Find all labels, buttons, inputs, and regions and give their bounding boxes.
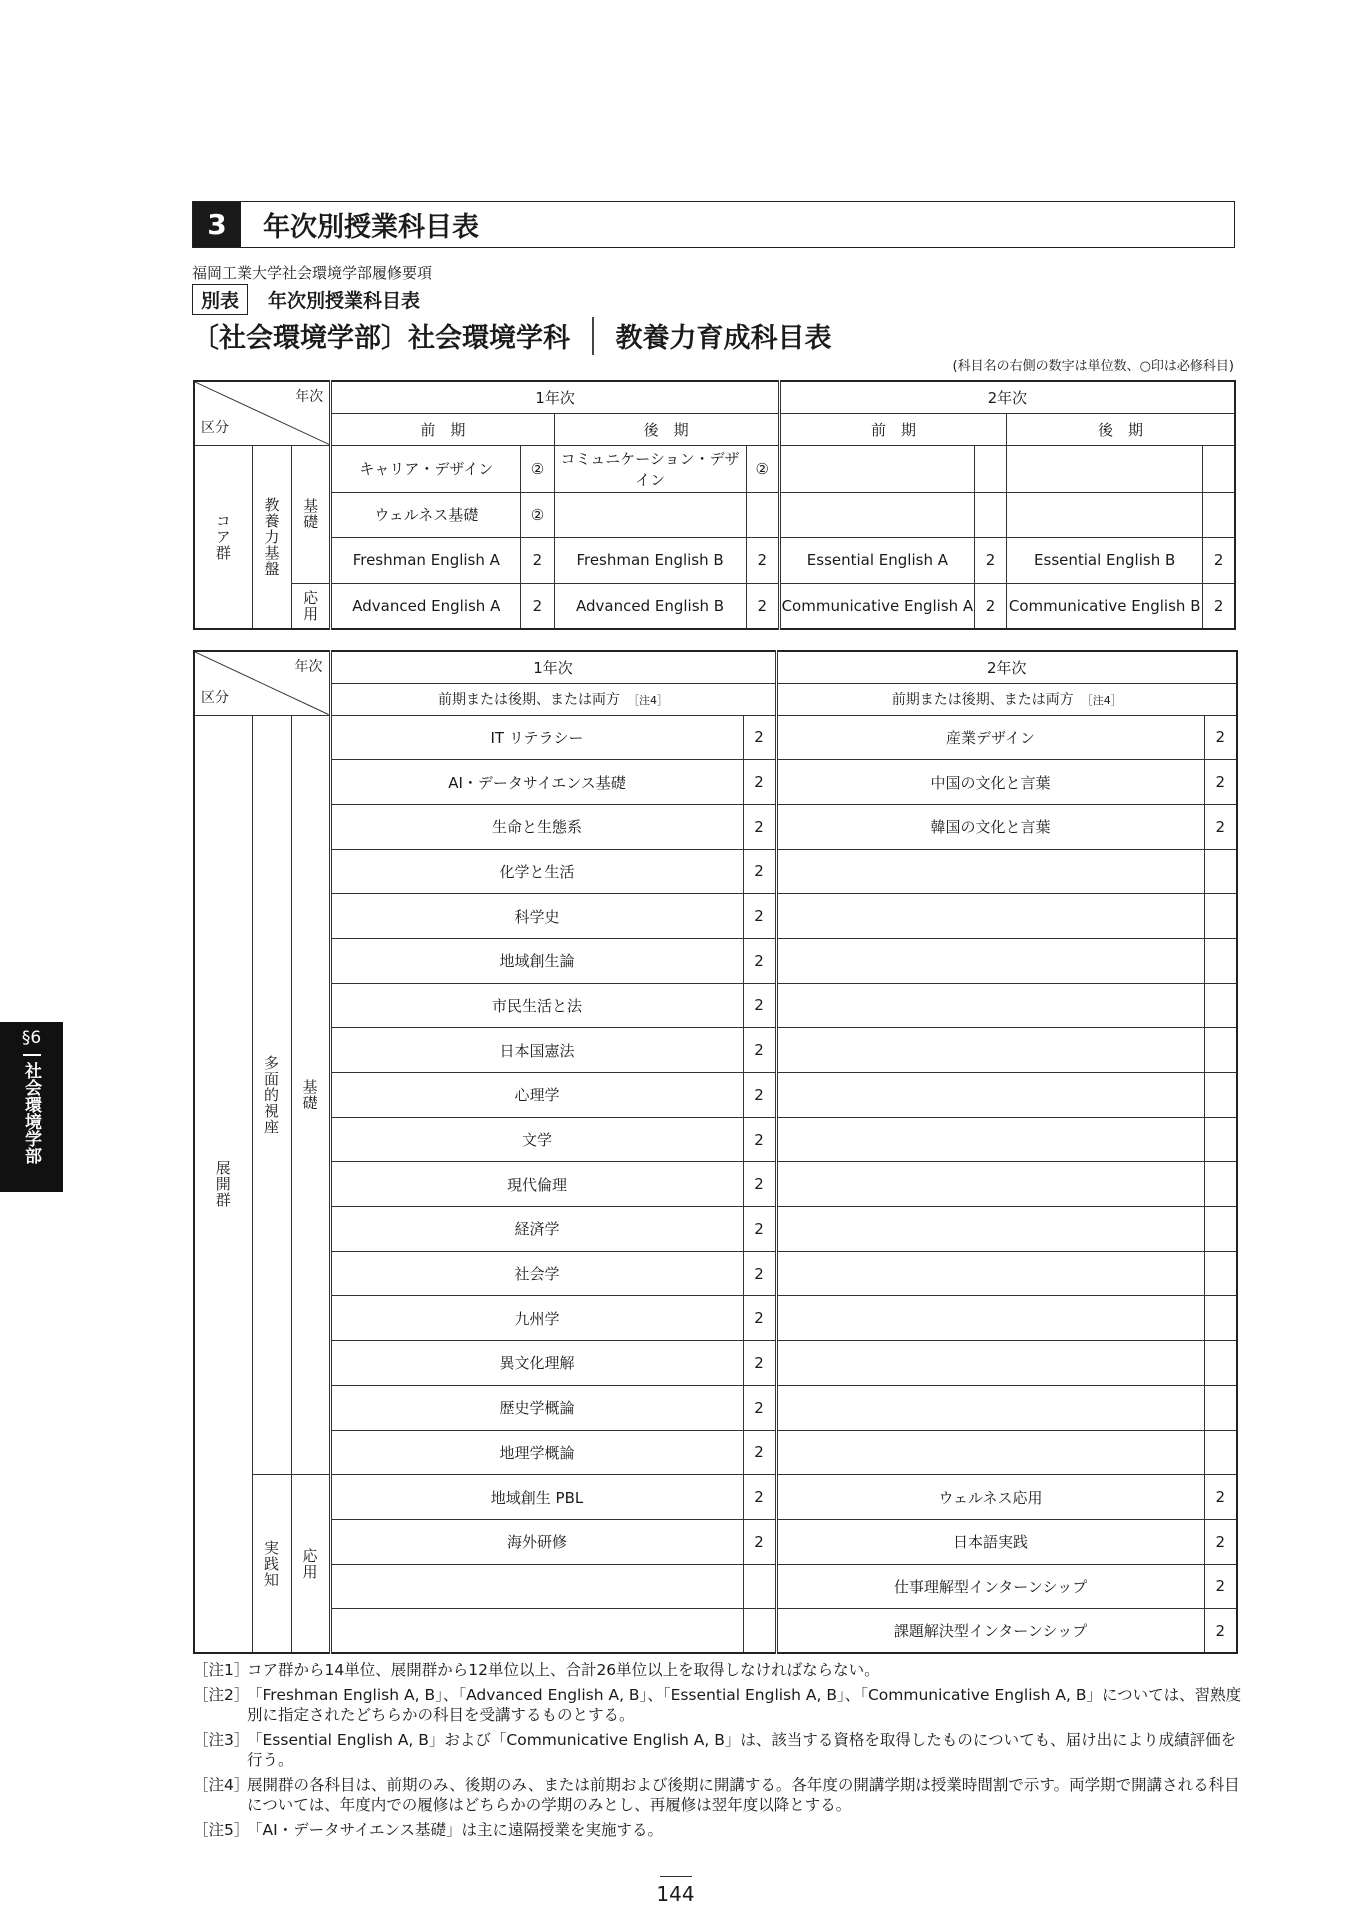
table-row [194, 1251, 1237, 1296]
title-separator [592, 317, 594, 355]
unit-cell: ② [521, 445, 554, 492]
course-cell: 現代倫理 [330, 1162, 743, 1207]
table-row [194, 1430, 1237, 1475]
course-cell: Advanced English A [331, 583, 521, 629]
unit-cell: 2 [743, 1251, 776, 1296]
course-cell: 化学と生活 [330, 849, 743, 894]
course-cell [776, 1162, 1204, 1207]
course-cell: 異文化理解 [330, 1341, 743, 1386]
betsu-title: 年次別授業科目表 [268, 290, 421, 312]
course-cell [779, 445, 974, 492]
course-cell: 社会学 [330, 1251, 743, 1296]
table-row [194, 1207, 1237, 1252]
course-cell [776, 1296, 1204, 1341]
unit-cell [1204, 894, 1237, 939]
page-number: 144 [656, 1882, 695, 1906]
unit-cell: 2 [743, 760, 776, 805]
course-cell [776, 1385, 1204, 1430]
unit-cell: ② [746, 445, 779, 492]
unit-cell [1204, 1385, 1237, 1430]
unit-cell [743, 1609, 776, 1654]
table-row [194, 760, 1237, 805]
footnote-text: 「Freshman English A, B」、「Advanced English A, B」、「Essential English A, B」、「Communicative English A, B」については、習熟度別に指定されたどちらかの科目を受講するものとする。 [247, 1686, 1242, 1724]
course-cell: Essential English A [779, 537, 974, 583]
unit-cell: 2 [1204, 1564, 1237, 1609]
table2-y2-term [776, 683, 1237, 715]
footnote-tag: ［注1］ [193, 1661, 250, 1679]
unit-cell: 2 [743, 938, 776, 983]
course-cell: 文学 [330, 1117, 743, 1162]
table1-year2-header: 2年次 [779, 381, 1235, 413]
side-tab-divider [23, 1054, 41, 1056]
table1-year1-header: 1年次 [331, 381, 780, 413]
note-ref: ［注4］ [628, 694, 669, 707]
unit-cell: 2 [1204, 715, 1237, 760]
course-cell: 仕事理解型インターンシップ [776, 1564, 1204, 1609]
table-row [194, 1475, 1237, 1520]
unit-cell: 2 [1204, 1609, 1237, 1654]
table1-corner-category: 区分 [201, 419, 229, 436]
course-cell: Communicative English B [1007, 583, 1203, 629]
unit-cell: 2 [743, 1385, 776, 1430]
table1-y1-kouki: 後 期 [554, 413, 779, 445]
table2-corner-year: 年次 [294, 659, 323, 675]
table-row [194, 894, 1237, 939]
course-cell [776, 1430, 1204, 1475]
course-cell [776, 894, 1204, 939]
course-cell [779, 492, 974, 537]
course-cell: 日本語実践 [776, 1519, 1204, 1564]
course-cell: 地理学概論 [330, 1430, 743, 1475]
table1-y2-zenki: 前 期 [779, 413, 1006, 445]
unit-cell [1203, 492, 1235, 537]
course-cell [776, 1028, 1204, 1073]
unit-cell [1204, 849, 1237, 894]
unit-cell: 2 [743, 1162, 776, 1207]
main-title [192, 316, 832, 355]
core-group-label: コア群 [194, 445, 252, 629]
unit-cell [974, 492, 1006, 537]
unit-cell [1204, 1073, 1237, 1118]
expansion-kiso-label: 基礎 [291, 715, 330, 1475]
table2-year1-header: 1年次 [330, 651, 776, 683]
table-row [194, 1519, 1237, 1564]
expansion-group-label: 展開群 [194, 715, 252, 1653]
footnote-text: コア群から14単位、展開群から12単位以上、合計26単位以上を取得しなければならない。 [247, 1661, 880, 1679]
table-row [194, 1609, 1237, 1654]
footnote-tag: ［注3］ [193, 1731, 250, 1749]
expansion-course-table [193, 650, 1238, 1654]
course-cell: 九州学 [330, 1296, 743, 1341]
table2-corner-category: 区分 [201, 689, 229, 706]
footnote-text: 「AI・データサイエンス基礎」は主に遠隔授業を実施する。 [247, 1821, 664, 1839]
core-kiso-label: 基礎 [292, 445, 331, 583]
course-cell: 中国の文化と言葉 [776, 760, 1204, 805]
unit-cell: 2 [743, 1475, 776, 1520]
expansion-ouyou-label: 応用 [291, 1475, 330, 1654]
table-row [194, 938, 1237, 983]
table-row [194, 983, 1237, 1028]
unit-cell: 2 [974, 537, 1006, 583]
course-cell [554, 492, 746, 537]
unit-cell [1204, 1251, 1237, 1296]
course-cell: ウェルネス基礎 [331, 492, 521, 537]
footnote-tag: ［注4］ [193, 1776, 250, 1794]
core-sub-label: 教養力基盤 [252, 445, 291, 629]
core-ouyou-label: 応用 [292, 583, 331, 629]
course-cell [776, 983, 1204, 1028]
unit-cell: 2 [743, 1519, 776, 1564]
course-cell: 科学史 [330, 894, 743, 939]
table1-corner [194, 381, 331, 445]
course-cell: 生命と生態系 [330, 804, 743, 849]
table-row [194, 1385, 1237, 1430]
expansion-sub-label-2: 実践知 [252, 1475, 291, 1654]
table2-y1-term [330, 683, 776, 715]
unit-cell: 2 [743, 1207, 776, 1252]
page-number-rule [660, 1876, 692, 1877]
course-cell [776, 849, 1204, 894]
unit-cell: 2 [1203, 583, 1235, 629]
term-label: 前期または後期、または両方 [891, 692, 1074, 708]
footnotes [193, 1660, 1243, 1845]
section-header [192, 201, 1235, 248]
unit-cell: 2 [743, 1341, 776, 1386]
unit-cell [1204, 1341, 1237, 1386]
course-cell: Freshman English B [554, 537, 746, 583]
course-cell [1007, 445, 1203, 492]
course-cell: Freshman English A [331, 537, 521, 583]
unit-cell: 2 [743, 715, 776, 760]
unit-cell [1203, 445, 1235, 492]
course-cell: 市民生活と法 [330, 983, 743, 1028]
unit-cell: 2 [1204, 760, 1237, 805]
unit-cell: 2 [743, 849, 776, 894]
course-cell [776, 938, 1204, 983]
side-tab-section: §6 [21, 1028, 42, 1048]
unit-cell: 2 [746, 583, 779, 629]
course-cell: キャリア・デザイン [331, 445, 521, 492]
unit-cell: 2 [1203, 537, 1235, 583]
table-row [194, 804, 1237, 849]
table-row [194, 1162, 1237, 1207]
unit-cell: 2 [743, 804, 776, 849]
course-cell: 経済学 [330, 1207, 743, 1252]
unit-cell [974, 445, 1006, 492]
footnote [193, 1820, 1243, 1840]
unit-cell: 2 [743, 983, 776, 1028]
main-title-department: 〔社会環境学部〕社会環境学科 [192, 323, 570, 354]
note-ref: ［注4］ [1081, 694, 1122, 707]
course-cell [776, 1117, 1204, 1162]
course-cell [776, 1341, 1204, 1386]
course-cell: AI・データサイエンス基礎 [330, 760, 743, 805]
unit-cell [1204, 1028, 1237, 1073]
course-cell [776, 1251, 1204, 1296]
table-row [194, 1117, 1237, 1162]
subheading: 福岡工業大学社会環境学部履修要項 [192, 264, 433, 282]
course-cell: 産業デザイン [776, 715, 1204, 760]
unit-cell: 2 [1204, 1475, 1237, 1520]
course-cell: Advanced English B [554, 583, 746, 629]
unit-cell: 2 [521, 537, 554, 583]
footnote-text: 「Essential English A, B」および「Communicative English A, B」は、該当する資格を取得したものについても、届け出により成績評価を行う。 [247, 1731, 1237, 1769]
unit-cell [1204, 983, 1237, 1028]
course-cell: Communicative English A [779, 583, 974, 629]
course-cell: 課題解決型インターンシップ [776, 1609, 1204, 1654]
main-title-subject: 教養力育成科目表 [615, 323, 832, 354]
table1-corner-year: 年次 [295, 389, 324, 405]
table-row [194, 1028, 1237, 1073]
footnote-text: 展開群の各科目は、前期のみ、後期のみ、または前期および後期に開講する。各年度の開講学期は授業時間割で示す。両学期で開講される科目については、年度内での履修はどちらかの学期のみとし、再履修は翌年度以降とする。 [247, 1776, 1240, 1814]
course-cell: コミュニケーション・デザイン [554, 445, 746, 492]
course-cell: 海外研修 [330, 1519, 743, 1564]
table-row [194, 1296, 1237, 1341]
section-side-tab [0, 1022, 63, 1192]
unit-note: (科目名の右側の数字は単位数、○印は必修科目) [952, 359, 1234, 374]
course-cell: Essential English B [1007, 537, 1203, 583]
unit-cell: 2 [743, 1430, 776, 1475]
unit-cell: 2 [743, 894, 776, 939]
course-cell: IT リテラシー [330, 715, 743, 760]
course-cell [776, 1207, 1204, 1252]
unit-cell [1204, 1162, 1237, 1207]
unit-cell [746, 492, 779, 537]
unit-cell [743, 1564, 776, 1609]
table1-y2-kouki: 後 期 [1007, 413, 1235, 445]
course-cell: 地域創生 PBL [330, 1475, 743, 1520]
table1-y1-zenki: 前 期 [331, 413, 554, 445]
footnote [193, 1660, 1243, 1680]
footnote-tag: ［注5］ [193, 1821, 250, 1839]
unit-cell: 2 [743, 1296, 776, 1341]
table-row [194, 1341, 1237, 1386]
footnote-tag: ［注2］ [193, 1686, 250, 1704]
unit-cell [1204, 1430, 1237, 1475]
unit-cell: ② [521, 492, 554, 537]
unit-cell: 2 [974, 583, 1006, 629]
unit-cell: 2 [743, 1117, 776, 1162]
section-title: 年次別授業科目表 [263, 212, 479, 243]
betsu-label: 別表 [192, 284, 248, 315]
course-cell: 歴史学概論 [330, 1385, 743, 1430]
table2-year2-header: 2年次 [776, 651, 1237, 683]
table-row [194, 1073, 1237, 1118]
footnote [193, 1730, 1243, 1770]
course-cell [776, 1073, 1204, 1118]
course-cell: 地域創生論 [330, 938, 743, 983]
course-cell: ウェルネス応用 [776, 1475, 1204, 1520]
table-row [194, 1564, 1237, 1609]
unit-cell: 2 [743, 1073, 776, 1118]
unit-cell: 2 [1204, 804, 1237, 849]
course-cell [330, 1609, 743, 1654]
unit-cell [1204, 1296, 1237, 1341]
unit-cell: 2 [521, 583, 554, 629]
betsu-row [192, 284, 420, 315]
footnote [193, 1685, 1243, 1725]
expansion-sub-label-1: 多面的視座 [252, 715, 291, 1475]
course-cell: 韓国の文化と言葉 [776, 804, 1204, 849]
side-tab-department: 社会環境学部 [21, 1062, 41, 1164]
course-cell: 心理学 [330, 1073, 743, 1118]
core-course-table [193, 380, 1236, 630]
table-row [194, 849, 1237, 894]
unit-cell [1204, 938, 1237, 983]
unit-cell: 2 [746, 537, 779, 583]
course-cell [330, 1564, 743, 1609]
section-number: 3 [193, 202, 241, 247]
unit-cell: 2 [743, 1028, 776, 1073]
unit-cell [1204, 1117, 1237, 1162]
table-row [194, 715, 1237, 760]
term-label: 前期または後期、または両方 [438, 692, 621, 708]
unit-cell: 2 [1204, 1519, 1237, 1564]
course-cell: 日本国憲法 [330, 1028, 743, 1073]
course-cell [1007, 492, 1203, 537]
unit-cell [1204, 1207, 1237, 1252]
footnote [193, 1775, 1243, 1815]
table2-corner [194, 651, 330, 715]
